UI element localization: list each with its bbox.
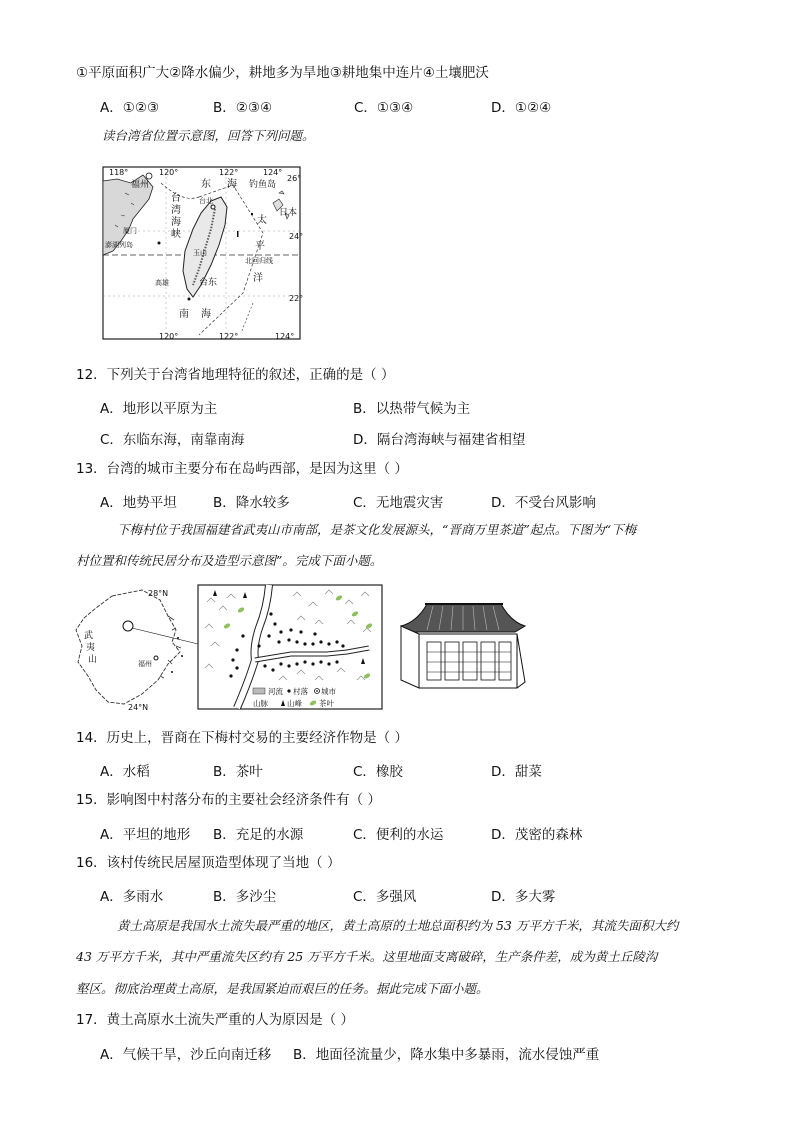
legend-tea: 茶叶 [319,699,334,708]
taiwan-lon-124-top: 124° [263,168,283,177]
q17-option-a[interactable]: A．气候干旱，沙丘向南迁移 [100,1047,272,1063]
taiwan-location-map [103,163,303,343]
q13-option-d[interactable]: D．不受台风影响 [491,495,596,511]
fujian-lat-24: 24°N [128,703,149,712]
map-label-riben: 日本 [279,208,298,218]
map-label-dong: 东 [201,179,211,190]
map-label-strait-4: 峡 [171,229,181,240]
q13-option-a[interactable]: A．地势平坦 [100,495,177,511]
legend-city: 城市 [321,687,336,696]
map-label-pacific-1: 太 [257,215,267,226]
map-label-strait-2: 湾 [171,205,181,216]
q16-stem: 16．该村传统民居屋顶造型体现了当地（ ） [76,855,341,871]
q15-option-c[interactable]: C．便利的水运 [353,827,444,843]
q14-stem: 14．历史上，晋商在下梅村交易的主要经济作物是（ ） [76,730,408,746]
legend-village: 村落 [293,687,308,696]
q16-option-b[interactable]: B．多沙尘 [213,889,277,905]
q15-stem: 15．影响图中村落分布的主要社会经济条件有（ ） [76,792,381,808]
map-label-taidong: 台东 [199,278,218,288]
traditional-house-illustration [397,596,529,694]
taiwan-lat-22: 22° [289,294,304,303]
map-label-nan: 南 [179,309,189,320]
map-label-pacific-3: 洋 [253,273,263,284]
loess-intro-line1: 黄土高原是我国水土流失最严重的地区，黄土高原的土地总面积约为 53 万平方千米，其流失面积大约 [117,918,679,933]
loess-intro-line3: 壑区。彻底治理黄土高原，是我国紧迫而艰巨的任务。据此完成下面小题。 [76,981,489,996]
q13-option-b[interactable]: B．降水较多 [213,495,290,511]
q12-option-d[interactable]: D．隔台湾海峡与福建省相望 [353,432,526,448]
fujian-label-yi: 夷 [86,643,96,653]
map-label-xiamen: 厦门 [123,227,137,235]
q15-option-d[interactable]: D．茂密的森林 [491,827,583,843]
taiwan-intro: 读台湾省位置示意图，回答下列问题。 [102,128,315,143]
map-label-yushan: 玉山 [193,249,207,257]
q12-option-a[interactable]: A．地形以平原为主 [100,401,218,417]
taiwan-lon-120-bottom: 120° [159,332,179,341]
xiamei-intro-line2: 村位置和传统民居分布及造型示意图”。完成下面小题。 [76,553,383,568]
map-label-pacific-2: 平 [255,241,265,252]
q14-option-d[interactable]: D．甜菜 [491,764,542,780]
xiamei-intro-line1: 下梅村位于我国福建省武夷山市南部，是茶文化发展源头，“晋商万里茶道”起点。下图为“下梅 [117,522,637,537]
q11-option-c[interactable]: C．①③④ [354,100,414,116]
map-label-tropic: 北回归线 [245,257,273,265]
legend-river: 河流 [268,687,283,696]
loess-intro-line2: 43 万平方千米，其中严重流失区约有 25 万平方千米。这里地面支离破碎，生产条件差，成为黄土丘陵沟 [76,949,658,964]
q16-option-c[interactable]: C．多强风 [353,889,417,905]
taiwan-lon-122-top: 122° [219,168,239,177]
map-label-strait-3: 海 [171,217,181,228]
map-label-diaoyu: 钓鱼岛 [249,180,277,190]
fujian-label-fuzhou: 福州 [138,660,152,668]
taiwan-lon-124-bottom: 124° [275,332,295,341]
fujian-label-wu: 武 [84,631,94,641]
taiwan-lat-24: 24° [289,232,304,241]
map-label-hai: 海 [227,179,237,190]
taiwan-lon-118: 118° [109,168,129,177]
map-label-fuzhou: 福州 [131,180,150,190]
q11-stem: ①平原面积广大②降水偏少，耕地多为旱地③耕地集中连片④土壤肥沃 [76,65,489,81]
q17-option-b[interactable]: B．地面径流量少，降水集中多暴雨，流水侵蚀严重 [293,1047,600,1063]
q11-option-a[interactable]: A．①②③ [100,100,160,116]
map-label-penghu: 澎湖列岛 [105,241,133,249]
q13-stem: 13．台湾的城市主要分布在岛屿西部，是因为这里（ ） [76,461,408,477]
q15-option-a[interactable]: A．平坦的地形 [100,827,191,843]
map-label-taibei: 台北 [199,197,213,205]
fujian-lat-28: 28°N [148,589,169,598]
q14-option-b[interactable]: B．茶叶 [213,764,263,780]
taiwan-lon-120-top: 120° [159,168,179,177]
q14-option-a[interactable]: A．水稻 [100,764,150,780]
q15-option-b[interactable]: B．充足的水源 [213,827,304,843]
map-label-gaoxiong: 高雄 [155,279,169,287]
map-label-strait-1: 台 [171,193,181,204]
fujian-locator-map [72,586,192,711]
q13-option-c[interactable]: C．无地震灾害 [353,495,444,511]
map-label-hai-south: 海 [201,309,211,320]
legend-mountain: 山脉 [253,699,268,708]
q17-stem: 17．黄土高原水土流失严重的人为原因是（ ） [76,1012,354,1028]
legend-peak: 山峰 [287,699,302,708]
q12-option-c[interactable]: C．东临东海，南靠南海 [100,432,245,448]
taiwan-lon-122-bottom: 122° [219,332,239,341]
taiwan-lat-26: 26° [287,174,302,183]
q16-option-a[interactable]: A．多雨水 [100,889,164,905]
q16-option-d[interactable]: D．多大雾 [491,889,556,905]
q12-option-b[interactable]: B．以热带气候为主 [353,401,471,417]
fujian-label-shan: 山 [88,655,98,665]
xiamei-village-map [197,584,383,710]
q14-option-c[interactable]: C．橡胶 [353,764,403,780]
q11-option-b[interactable]: B．②③④ [213,100,273,116]
q11-option-d[interactable]: D．①②④ [491,100,552,116]
q12-stem: 12．下列关于台湾省地理特征的叙述，正确的是（ ） [76,367,395,383]
